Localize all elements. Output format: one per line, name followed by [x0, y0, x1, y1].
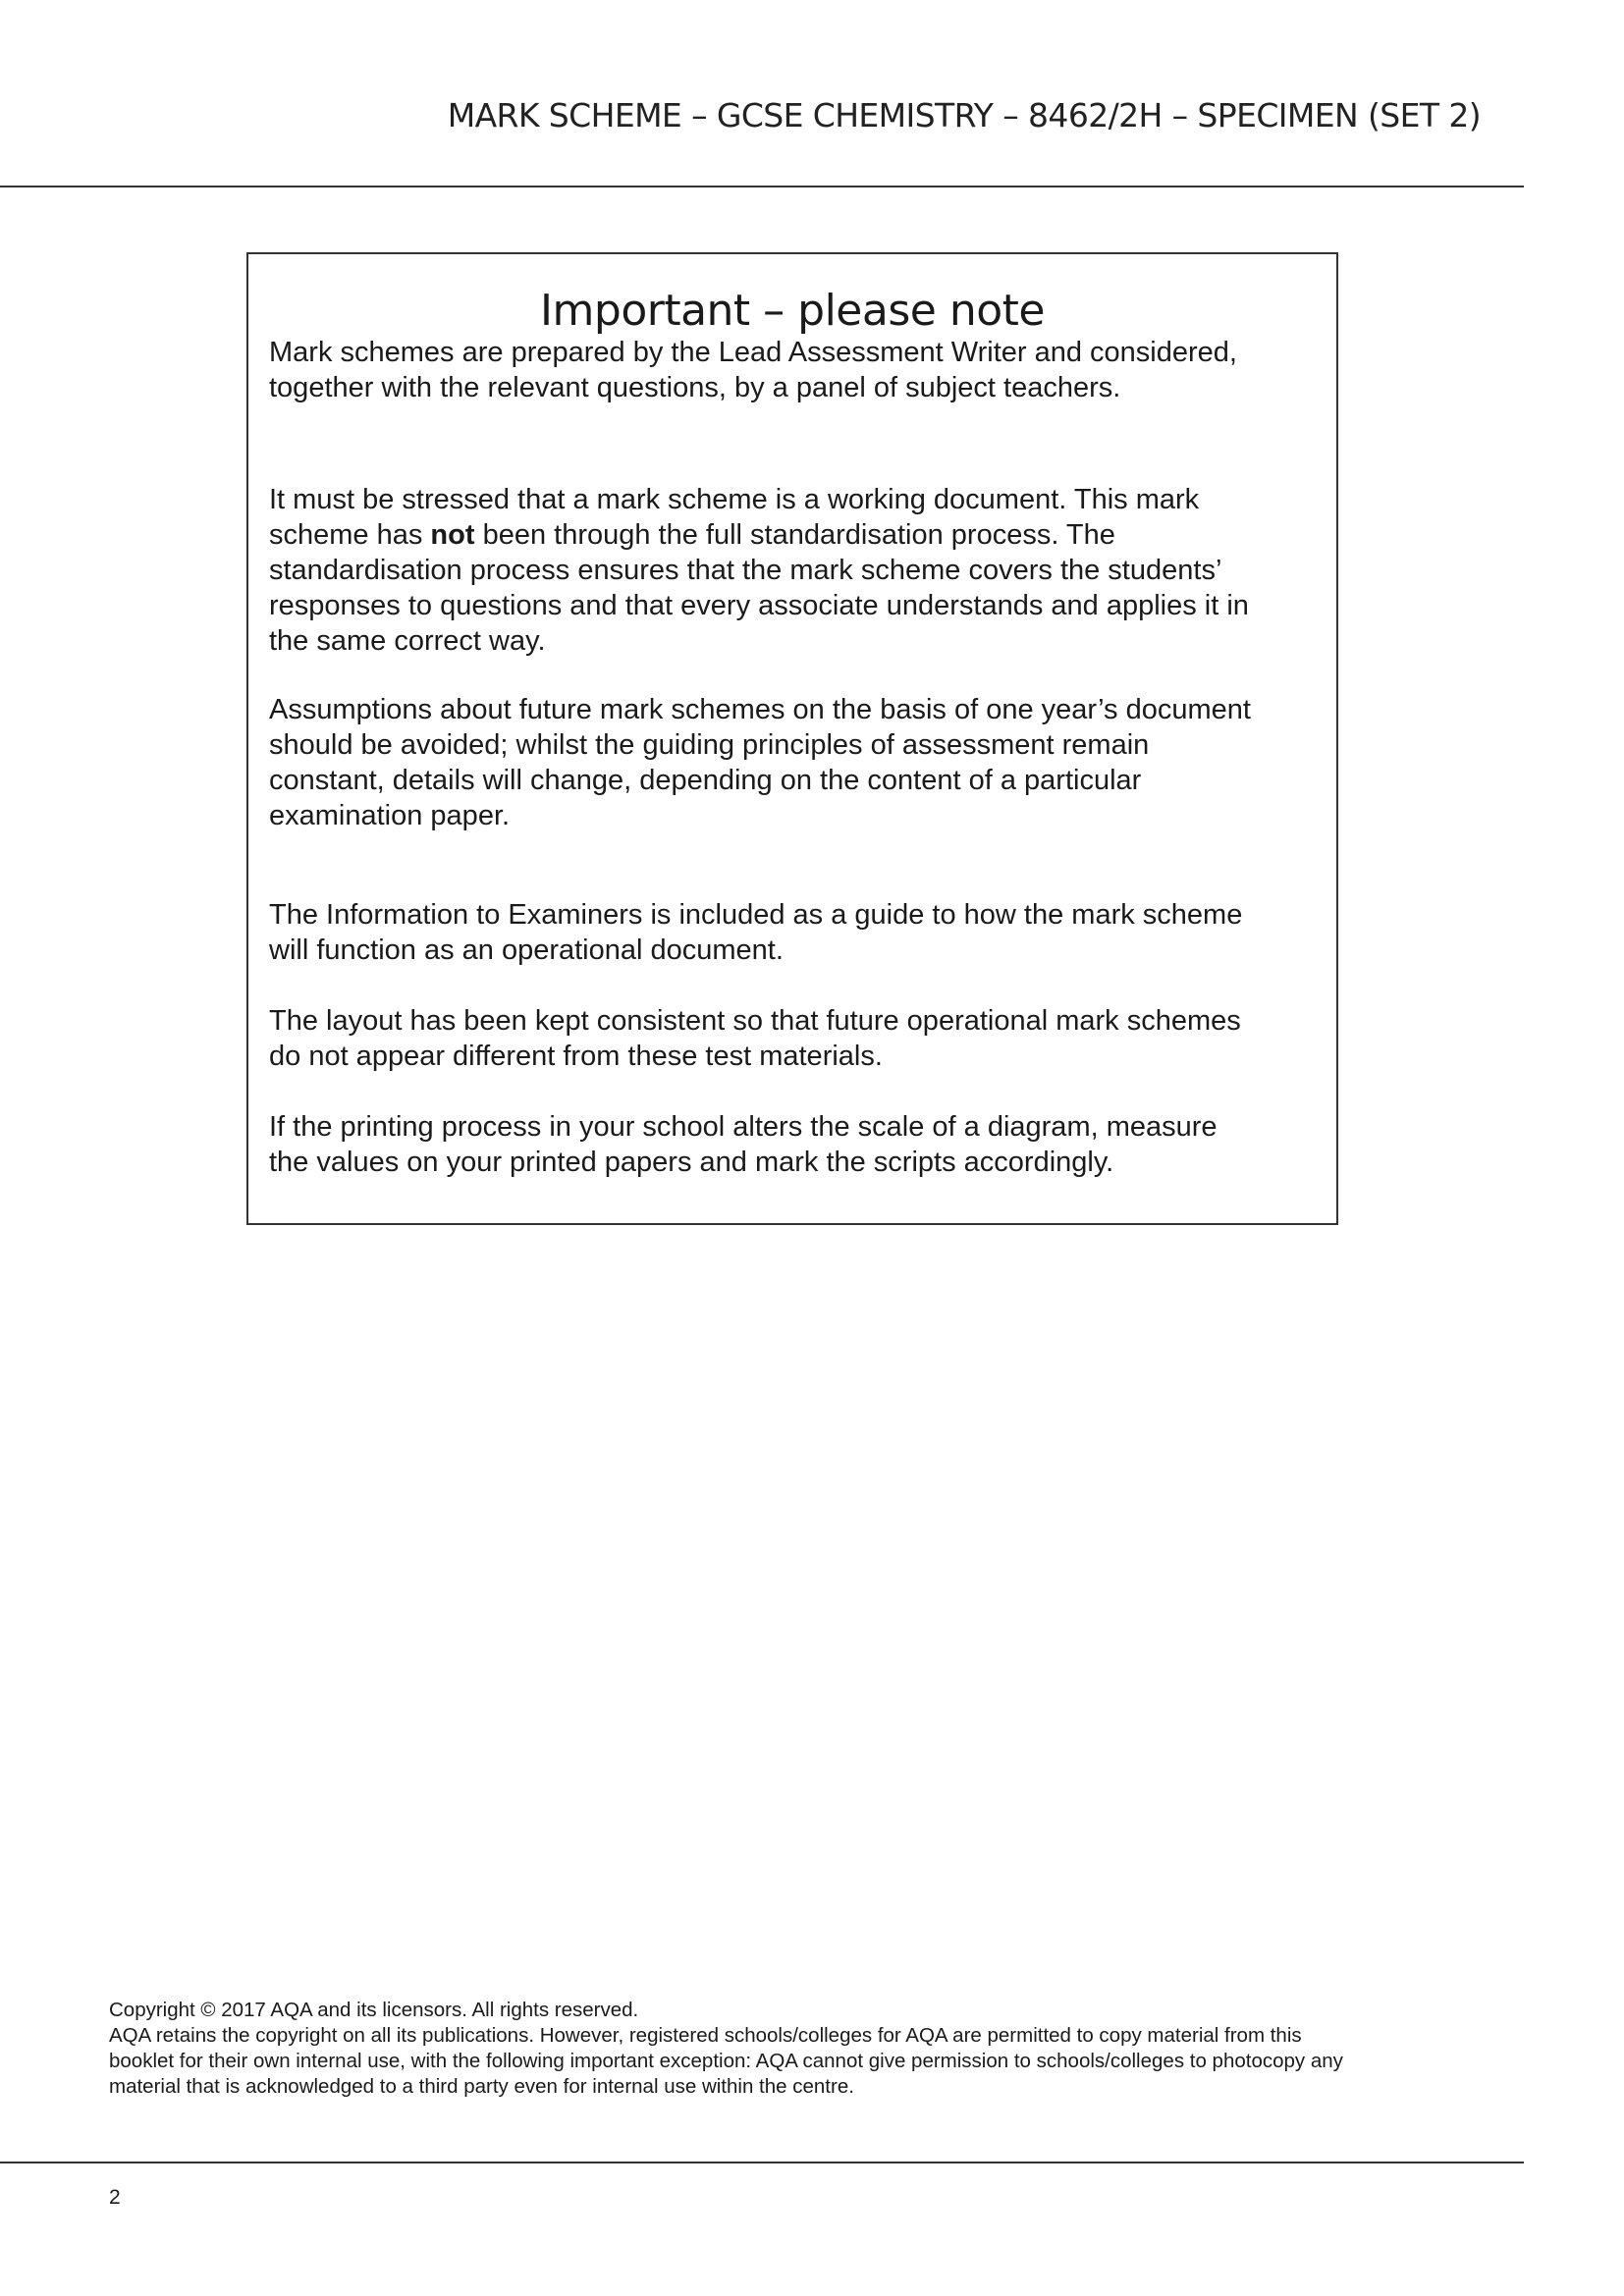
note-line: will function as an operational document.	[269, 934, 784, 966]
note-line: It must be stressed that a mark scheme is a working document. This mark	[269, 484, 1200, 515]
copyright-line: booklet for their own internal use, with the following important exception: AQA cannot give permission to schools/colleges to photocopy any	[109, 2050, 1343, 2072]
note-line: Mark schemes are prepared by the Lead Assessment Writer and considered,	[269, 337, 1237, 368]
note-line: The layout has been kept consistent so that future operational mark schemes	[269, 1005, 1241, 1037]
note-line: the values on your printed papers and mark the scripts accordingly.	[269, 1147, 1114, 1178]
note-line: The Information to Examiners is included as a guide to how the mark scheme	[269, 899, 1243, 931]
note-line: standardisation process ensures that the mark scheme covers the students’	[269, 555, 1222, 586]
note-line: examination paper.	[269, 800, 511, 831]
note-title: Important – please note	[540, 286, 1045, 336]
footer-divider	[0, 2162, 1524, 2163]
note-line: Assumptions about future mark schemes on the basis of one year’s document	[269, 694, 1251, 725]
note-line: together with the relevant questions, by a panel of subject teachers.	[269, 372, 1121, 403]
note-text: scheme has	[269, 519, 431, 551]
copyright-notice	[109, 1998, 1343, 2100]
important-note-box	[246, 252, 1338, 1225]
note-line	[269, 517, 1325, 553]
copyright-line: material that is acknowledged to a third party even for internal use within the centre.	[109, 2075, 854, 2098]
copyright-line: AQA retains the copyright on all its publications. However, registered schools/colleges for AQA are permitted to copy material from this	[109, 2024, 1302, 2047]
note-line: If the printing process in your school alters the scale of a diagram, measure	[269, 1111, 1218, 1143]
note-paragraph	[269, 692, 1325, 833]
note-line: should be avoided; whilst the guiding principles of assessment remain	[269, 729, 1150, 761]
page-number: 2	[109, 2186, 121, 2209]
note-line: the same correct way.	[269, 625, 546, 657]
note-paragraph	[269, 335, 1325, 405]
header-divider	[0, 186, 1524, 187]
note-paragraph	[269, 1109, 1325, 1180]
note-text: been through the full standardisation process. The	[474, 519, 1115, 551]
emphasis-not: not	[430, 519, 475, 551]
note-line: responses to questions and that every associate understands and applies it in	[269, 590, 1249, 621]
note-line: do not appear different from these test materials.	[269, 1041, 883, 1072]
note-line: constant, details will change, depending on the content of a particular	[269, 765, 1142, 796]
note-paragraph	[269, 482, 1325, 659]
note-paragraph	[269, 897, 1325, 968]
note-paragraph	[269, 1003, 1325, 1074]
page-header-title: MARK SCHEME – GCSE CHEMISTRY – 8462/2H – SPECIMEN (SET 2)	[447, 96, 1481, 134]
copyright-line: Copyright © 2017 AQA and its licensors. All rights reserved.	[109, 1999, 639, 2021]
